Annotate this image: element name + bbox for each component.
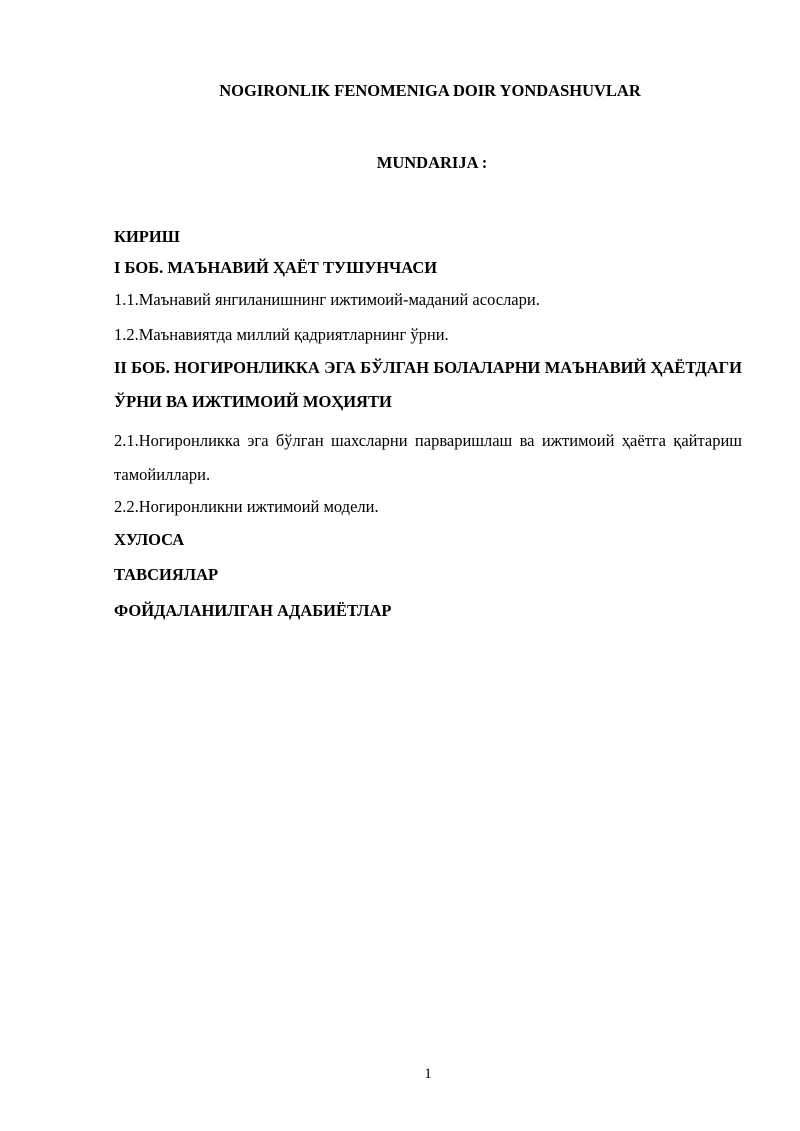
toc-entry-recommendations: ТАВСИЯЛАР: [114, 565, 219, 584]
toc-entry-section-1-1: 1.1.Маънавий янгиланишнинг ижтимоий-маданий асослари.: [114, 290, 540, 309]
toc-entry-chapter-1: I БОБ. МАЪНАВИЙ ҲАЁТ ТУШУНЧАСИ: [114, 258, 438, 277]
toc-entry-introduction: КИРИШ: [114, 227, 180, 246]
toc-entry-section-2-2: 2.2.Ногиронликни ижтимоий модели.: [114, 497, 379, 516]
document-title: NOGIRONLIK FENOMENIGA DOIR YONDASHUVLAR: [219, 81, 641, 100]
page-number: 1: [424, 1066, 432, 1082]
toc-entry-chapter-2: II БОБ. НОГИРОНЛИККА ЭГА БЎЛГАН БОЛАЛАРНИ МАЪНАВИЙ ҲАЁТДАГИ ЎРНИ ВА ИЖТИМОИЙ МОҲИЯТИ: [114, 358, 742, 411]
toc-entry-section-2-1: 2.1.Ногиронликка эга бўлган шахсларни парваришлаш ва ижтимоий ҳаётга қайтариш тамойиллари.: [114, 431, 742, 484]
toc-heading: MUNDARIJA :: [376, 153, 488, 172]
toc-entry-section-1-2: 1.2.Маънавиятда миллий қадриятларнинг ўрни.: [114, 325, 449, 344]
toc-entry-conclusion: ХУЛОСА: [114, 530, 185, 549]
toc-entry-references: ФОЙДАЛАНИЛГАН АДАБИЁТЛАР: [114, 601, 392, 620]
